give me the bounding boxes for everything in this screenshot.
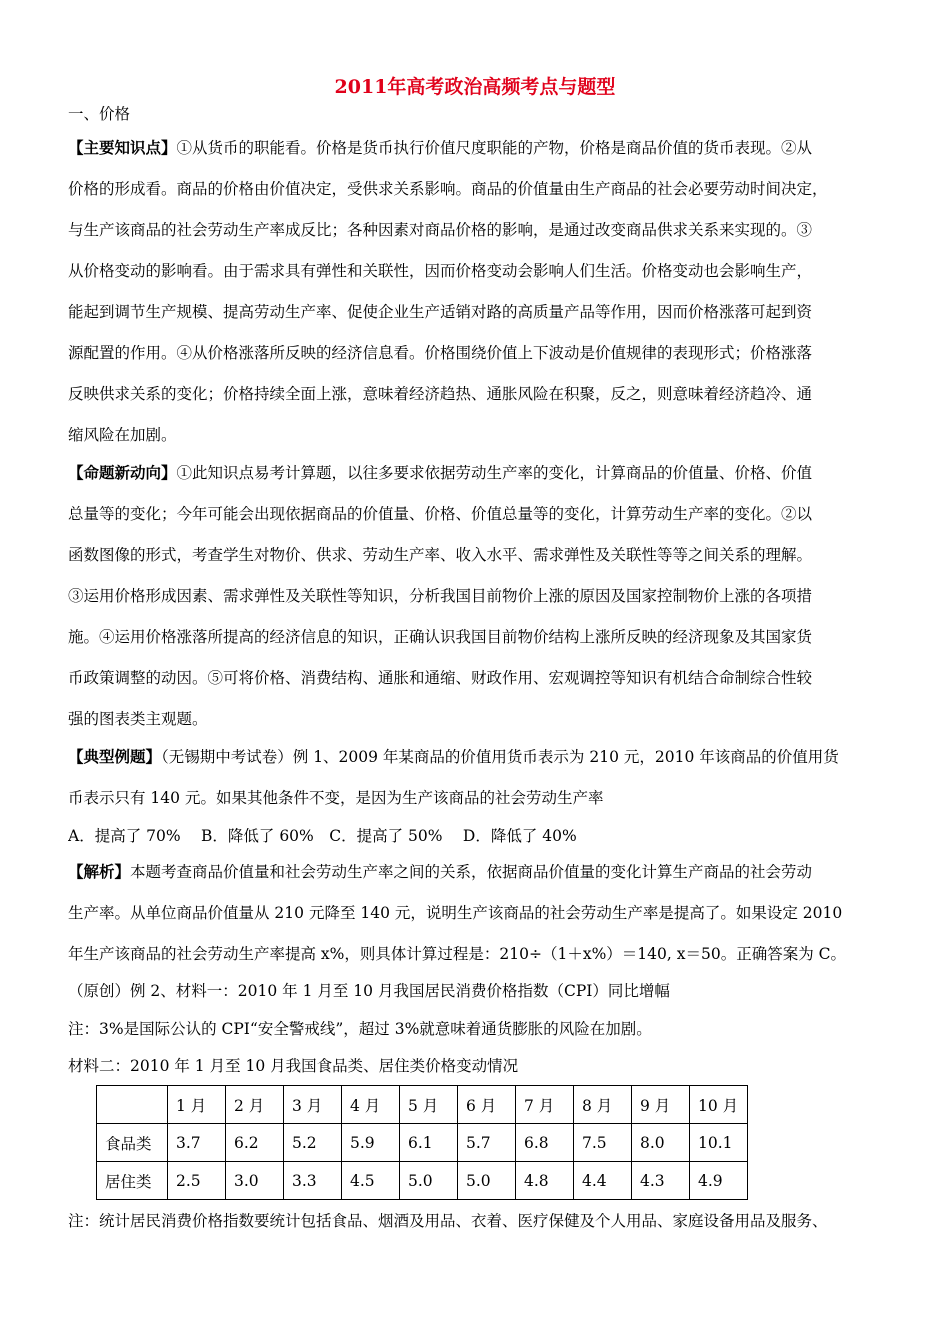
trend-line: 【命题新动向】①此知识点易考计算题，以往多要求依据劳动生产率的变化，计算商品的价值量、价格、价值 xyxy=(68,463,813,482)
table-row xyxy=(97,1124,748,1162)
knowledge-line: 价格的形成看。商品的价格由价值决定，受供求关系影响。商品的价值量由生产商品的社会必要劳动时间决定， xyxy=(68,180,828,198)
table-header-cell xyxy=(97,1086,168,1124)
trend-label: 【命题新动向】 xyxy=(68,463,177,482)
analysis-line: 年生产该商品的社会劳动生产率提高 x%，则具体计算过程是：210÷（1＋x%）＝140, x＝50。正确答案为 C。 xyxy=(68,945,846,963)
table-cell: 4.4 xyxy=(574,1162,632,1200)
table-cell: 3.7 xyxy=(168,1124,226,1162)
knowledge-line: 反映供求关系的变化；价格持续全面上涨，意味着经济趋热、通胀风险在积聚，反之，则意味着经济趋冷、通 xyxy=(68,385,813,403)
analysis-line: 生产率。从单位商品价值量从 210 元降至 140 元，说明生产该商品的社会劳动生产率是提高了。如果设定 2010 xyxy=(68,904,843,922)
trend-line: 总量等的变化；今年可能会出现依据商品的价值量、价格、价值总量等的变化，计算劳动生产率的变化。②以 xyxy=(68,505,813,523)
table-cell: 5.7 xyxy=(458,1124,516,1162)
analysis-label: 【解析】 xyxy=(68,862,131,881)
knowledge-line: 从价格变动的影响看。由于需求具有弹性和关联性，因而价格变动会影响人们生活。价格变动也会影响生产， xyxy=(68,262,813,280)
page-title: 2011年高考政治高频考点与题型 xyxy=(334,76,616,98)
knowledge-line: 能起到调节生产规模、提高劳动生产率、促使企业生产适销对路的高质量产品等作用，因而价格涨落可起到资 xyxy=(68,303,813,321)
table-header-row xyxy=(97,1086,748,1124)
example2-line: （原创）例 2、材料一：2010 年 1 月至 10 月我国居民消费价格指数（CPI）同比增幅 xyxy=(68,982,670,1000)
table-row xyxy=(97,1162,748,1200)
trend-line: 函数图像的形式，考查学生对物价、供求、劳动生产率、收入水平、需求弹性及关联性等等之间关系的理解。 xyxy=(68,546,813,564)
table-cell: 4.8 xyxy=(516,1162,574,1200)
table-cell: 3.3 xyxy=(284,1162,342,1200)
table-header-cell: 7 月 xyxy=(516,1086,574,1124)
knowledge-line: 缩风险在加剧。 xyxy=(68,426,177,444)
table-cell: 3.0 xyxy=(226,1162,284,1200)
table-cell: 6.8 xyxy=(516,1124,574,1162)
table-header-cell: 4 月 xyxy=(342,1086,400,1124)
knowledge-line: 【主要知识点】①从货币的职能看。价格是货币执行价值尺度职能的产物，价格是商品价值的货币表现。②从 xyxy=(68,138,813,157)
table-header-cell: 8 月 xyxy=(574,1086,632,1124)
table-header-cell: 3 月 xyxy=(284,1086,342,1124)
knowledge-line: 与生产该商品的社会劳动生产率成反比；各种因素对商品价格的影响，是通过改变商品供求关系来实现的。③ xyxy=(68,221,813,239)
table-cell: 6.1 xyxy=(400,1124,458,1162)
row-label: 居住类 xyxy=(97,1162,168,1200)
table-header-cell: 2 月 xyxy=(226,1086,284,1124)
trend-line: 强的图表类主观题。 xyxy=(68,710,208,728)
table-cell: 4.5 xyxy=(342,1162,400,1200)
knowledge-line: 源配置的作用。④从价格涨落所反映的经济信息看。价格围绕价值上下波动是价值规律的表现形式；价格涨落 xyxy=(68,344,813,362)
row-label: 食品类 xyxy=(97,1124,168,1162)
example-line: 【典型例题】（无锡期中考试卷）例 1、2009 年某商品的价值用货币表示为 210 元，2010 年该商品的价值用货 xyxy=(68,747,839,766)
table-header-cell: 1 月 xyxy=(168,1086,226,1124)
price-change-table xyxy=(96,1085,748,1200)
table-header-cell: 10 月 xyxy=(690,1086,748,1124)
table-cell: 5.0 xyxy=(400,1162,458,1200)
table-cell: 6.2 xyxy=(226,1124,284,1162)
table-cell: 4.3 xyxy=(632,1162,690,1200)
answer-options: A．提高了 70% B．降低了 60% C．提高了 50% D．降低了 40% xyxy=(68,827,577,845)
table-header-cell: 9 月 xyxy=(632,1086,690,1124)
table-cell: 10.1 xyxy=(690,1124,748,1162)
table-cell: 5.9 xyxy=(342,1124,400,1162)
trend-line: 施。④运用价格涨落所提高的经济信息的知识，正确认识我国目前物价结构上涨所反映的经济现象及其国家货 xyxy=(68,628,813,646)
knowledge-label: 【主要知识点】 xyxy=(68,138,177,157)
table-header-cell: 5 月 xyxy=(400,1086,458,1124)
material2-line: 材料二：2010 年 1 月至 10 月我国食品类、居住类价格变动情况 xyxy=(68,1057,519,1075)
example-label: 【典型例题】 xyxy=(68,747,162,766)
trend-line: 币政策调整的动因。⑤可将价格、消费结构、通胀和通缩、财政作用、宏观调控等知识有机结合命制综合性较 xyxy=(68,669,813,687)
table-cell: 8.0 xyxy=(632,1124,690,1162)
section-heading: 一、价格 xyxy=(68,105,131,123)
table-cell: 2.5 xyxy=(168,1162,226,1200)
example-line: 币表示只有 140 元。如果其他条件不变，是因为生产该商品的社会劳动生产率 xyxy=(68,789,604,807)
table-cell: 4.9 xyxy=(690,1162,748,1200)
table-header-cell: 6 月 xyxy=(458,1086,516,1124)
table-cell: 5.2 xyxy=(284,1124,342,1162)
trend-line: ③运用价格形成因素、需求弹性及关联性等知识，分析我国目前物价上涨的原因及国家控制物价上涨的各项措 xyxy=(68,587,813,605)
note-line: 注：3%是国际公认的 CPI“安全警戒线”，超过 3%就意味着通货膨胀的风险在加剧。 xyxy=(68,1020,652,1038)
footnote-line: 注：统计居民消费价格指数要统计包括食品、烟酒及用品、衣着、医疗保健及个人用品、家庭设备用品及服务、 xyxy=(68,1212,828,1230)
table-cell: 7.5 xyxy=(574,1124,632,1162)
analysis-line: 【解析】本题考查商品价值量和社会劳动生产率之间的关系，依据商品价值量的变化计算生产商品的社会劳动 xyxy=(68,862,813,881)
table-cell: 5.0 xyxy=(458,1162,516,1200)
